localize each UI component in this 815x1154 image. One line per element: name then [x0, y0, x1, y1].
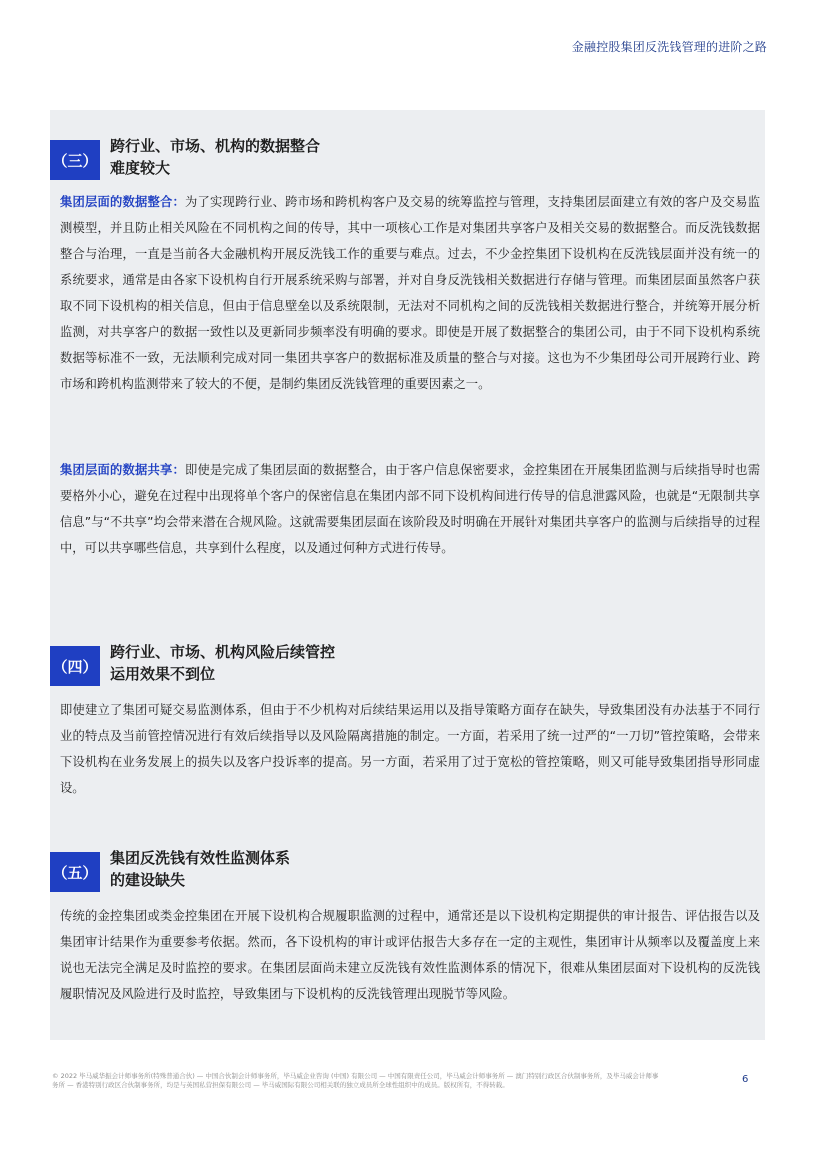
page-number: 6 — [742, 1074, 749, 1085]
section-title-line: 跨行业、市场、机构风险后续管控 — [110, 643, 336, 661]
section-panel-3 — [50, 110, 765, 616]
section-title — [110, 847, 290, 891]
section-title-line: 的建设缺失 — [110, 871, 186, 889]
paragraph-body: 即使建立了集团可疑交易监测体系，但由于不少机构对后续结果运用以及指导策略方面存在缺失，导致集团没有办法基于不同行业的特点及当前管控情况进行有效后续指导以及风险隔离措施的制定。一方面，若采用了统一过严的“一刀切”管控策略，会带来下设机构在业务发展上的损失以及客户投诉率的提高。另一方面，若采用了过于宽松的管控策略，则又可能导致集团指导形同虚设。 — [60, 703, 760, 795]
section-title — [110, 641, 335, 685]
section-title-line: 集团反洗钱有效性监测体系 — [110, 849, 291, 867]
section-title-line: 运用效果不到位 — [110, 665, 216, 683]
paragraph-body: 即使是完成了集团层面的数据整合，由于客户信息保密要求，金控集团在开展集团监测与后续指导时也需要格外小心，避免在过程中出现将单个客户的保密信息在集团内部不同下设机构间进行传导的信息泄露风险，也就是“无限制共享信息”与“不共享”均会带来潜在合规风险。这就需要集团层面在该阶段及时明确在开展针对集团共享客户的监测与后续指导的过程中，可以共享哪些信息，共享到什么程度，以及通过何种方式进行传导。 — [60, 463, 760, 555]
section-number-badge: （五） — [50, 852, 100, 892]
section-heading-5 — [50, 849, 291, 892]
paragraph-effectiveness-monitoring — [60, 903, 760, 1007]
running-header: 金融控股集团反洗钱管理的进阶之路 — [571, 40, 767, 54]
section-panel-5 — [50, 810, 765, 1040]
paragraph-data-integration — [60, 189, 760, 397]
paragraph-risk-control — [60, 697, 760, 801]
section-title — [110, 135, 320, 179]
section-title-line: 跨行业、市场、机构的数据整合 — [110, 137, 321, 155]
section-heading-3 — [50, 137, 321, 180]
section-title-line: 难度较大 — [110, 159, 171, 177]
paragraph-lead: 集团层面的数据整合： — [60, 195, 186, 209]
paragraph-data-sharing — [60, 457, 760, 561]
paragraph-body: 传统的金控集团或类金控集团在开展下设机构合规履职监测的过程中，通常还是以下设机构定期提供的审计报告、评估报告以及集团审计结果作为重要参考依据。然而，各下设机构的审计或评估报告大多存在一定的主观性，集团审计从频率以及覆盖度上来说也无法完全满足及时监控的要求。在集团层面尚未建立反洗钱有效性监测体系的情况下，很难从集团层面对下设机构的反洗钱履职情况及风险进行及时监控，导致集团与下设机构的反洗钱管理出现脱节等风险。 — [60, 909, 760, 1001]
copyright-footer: © 2022 毕马威华振会计师事务所(特殊普通合伙) — 中国合伙制会计师事务所，毕马威企业咨询 (中国) 有限公司 — 中国有限责任公司，毕马威会计师事务所 — 澳门特别行政区合伙制事务所，及毕马威会计师事务所 — 香港特别行政区合伙制事务所，均是与英国私营担保有限公司 — 毕马威国际有限公司相关联的独立成员所全球性组织中的成员。版权所有，不得转载。 — [52, 1072, 659, 1089]
paragraph-body: 为了实现跨行业、跨市场和跨机构客户及交易的统筹监控与管理，支持集团层面建立有效的客户及交易监测模型，并且防止相关风险在不同机构之间的传导，其中一项核心工作是对集团共享客户及相关交易的数据整合。而反洗钱数据整合与治理，一直是当前各大金融机构开展反洗钱工作的重要与难点。过去，不少金控集团下设机构在反洗钱层面并没有统一的系统要求，通常是由各家下设机构自行开展系统采购与部署，并对自身反洗钱相关数据进行存储与管理。而集团层面虽然客户获取不同下设机构的相关信息，但由于信息壁垒以及系统限制，无法对不同机构之间的反洗钱相关数据进行整合，并统筹开展分析监测，对共享客户的数据一致性以及更新同步频率没有明确的要求。即使是开展了数据整合的集团公司，由于不同下设机构系统数据等标准不一致，无法顺利完成对同一集团共享客户的数据标准及质量的整合与对接。这也为不少集团母公司开展跨行业、跨市场和跨机构监测带来了较大的不便，是制约集团反洗钱管理的重要因素之一。 — [60, 195, 760, 391]
section-number-badge: （四） — [50, 646, 100, 686]
paragraph-lead: 集团层面的数据共享： — [60, 463, 186, 477]
section-panel-4 — [50, 616, 765, 810]
section-number-badge: （三） — [50, 140, 100, 180]
section-heading-4 — [50, 643, 336, 686]
